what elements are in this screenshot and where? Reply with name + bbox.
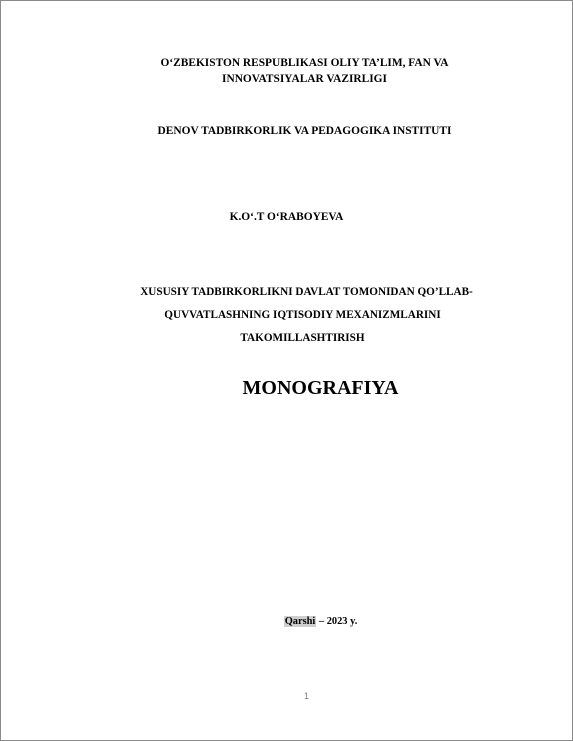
city-name: Qarshi <box>284 616 316 627</box>
title-line-2: QUVVATLASHNING IQTISODIY MEXANIZMLARINI <box>164 309 441 321</box>
ministry-line-1: O‘ZBEKISTON RESPUBLIKASI OLIY TA’LIM, FAN VA <box>160 57 449 69</box>
title-line-1: XUSUSIY TADBIRKORLIKNI DAVLAT TOMONIDAN QO’LLAB- <box>140 286 473 298</box>
title-line-3: TAKOMILLASHTIRISH <box>240 332 365 344</box>
year-text: – 2023 y. <box>316 616 358 627</box>
place-year <box>35 616 573 627</box>
institute-name: DENOV TADBIRKORLIK VA PEDAGOGIKA INSTITUTI <box>157 125 452 137</box>
page-number: 1 <box>303 691 309 701</box>
author-name: K.O‘.T O‘RABOYEVA <box>229 211 344 223</box>
ministry-line-2: INNOVATSIYALAR VAZIRLIGI <box>222 73 387 85</box>
genre-heading: MONOGRAFIYA <box>242 377 399 399</box>
